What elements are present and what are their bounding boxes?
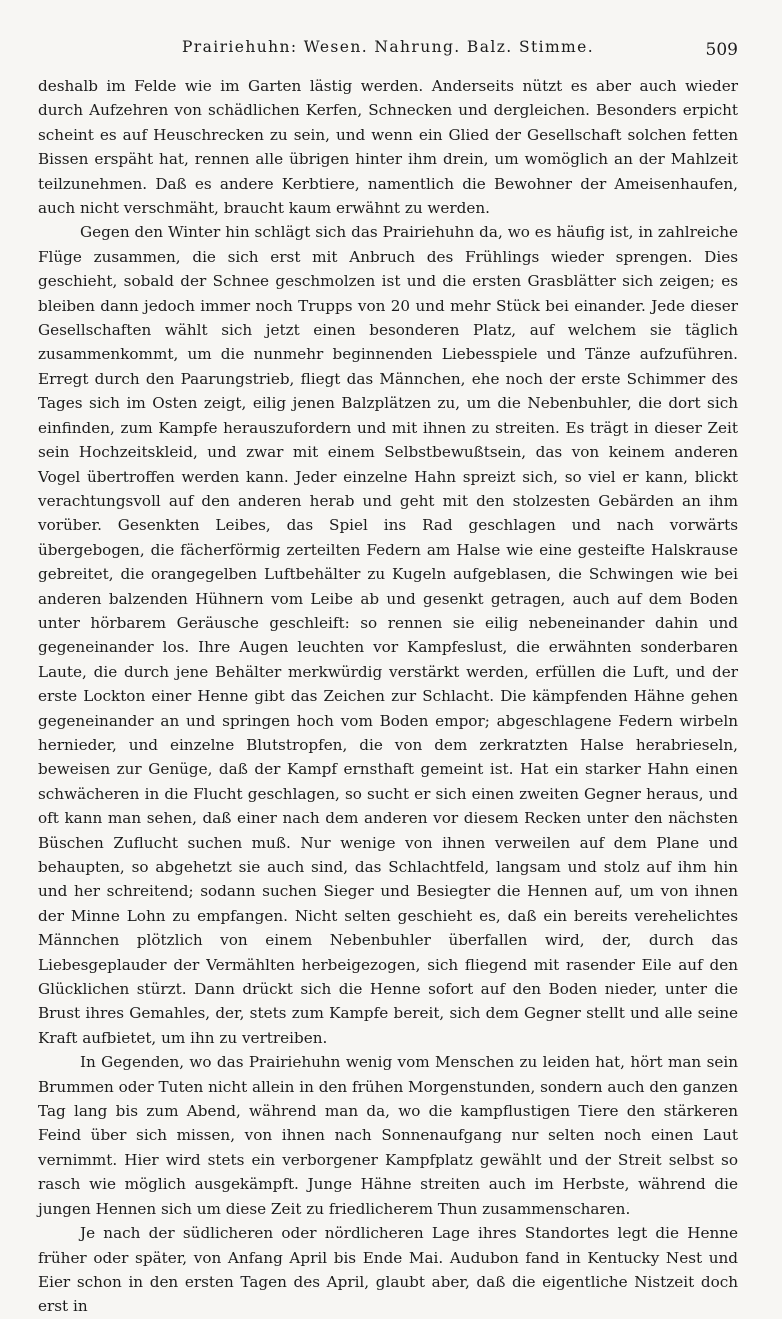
running-title: Prairiehuhn: Wesen. Nahrung. Balz. Stimme. (181, 38, 595, 56)
paragraph: Je nach der südlicheren oder nördlicheren Lage ihres Standortes legt die Henne früher oder später, von Anfang April bis Ende Mai. Audubon fand in Kentucky Nest und Eier schon in den ersten Tagen des April, glaubt aber, daß die eigentliche Nistzeit doch erst in (38, 1224, 738, 1316)
paragraph: Gegen den Winter hin schlägt sich das Prairiehuhn da, wo es häufig ist, in zahlreiche Flüge zusammen, die sich erst mit Anbruch des Frühlings wieder sprengen. Dies geschieht, sobald der Schnee geschmolzen ist und die ersten Grasblätter sich zeigen; es bleiben dann jedoch immer noch Trupps von 20 und mehr Stück bei einander. Jede dieser Gesellschaften wählt sich jetzt einen besonderen Platz, auf welchem sie täglich zusammenkommt, um die nunmehr beginnenden Liebesspiele und Tänze aufzuführen. Erregt durch den Paarungstrieb, fliegt das Männchen, ehe noch der erste Schimmer des Tages sich im Osten zeigt, eilig jenen Balzplätzen zu, um die Nebenbuhler, die dort sich einfinden, zum Kampfe herauszufordern und mit ihnen zu streiten. Es trägt in dieser Zeit sein Hochzeitskleid, und zwar mit einem Selbstbewußtsein, das von keinem anderen Vogel übertroffen werden kann. Jeder einzelne Hahn spreizt sich, so viel er kann, blickt verachtungsvoll auf den anderen herab und geht mit den stolzesten Gebärden an ihm vorüber. Gesenkten Leibes, das Spiel ins Rad geschlagen und nach vorwärts übergebogen, die fächerförmig zerteilten Federn am Halse wie eine gesteifte Halskrause gebreitet, die orangegelben Luftbehälter zu Kugeln aufgeblasen, die Schwingen wie bei anderen balzenden Hühnern vom Leibe ab und gesenkt getragen, auch auf dem Boden unter hörbarem Geräusche geschleift: so rennen sie eilig nebeneinander dahin und gegeneinander los. Ihre Augen leuchten vor Kampfeslust, die erwähnten sonderbaren Laute, die durch jene Behälter merkwürdig verstärkt werden, erfüllen die Luft, und der erste Lockton einer Henne gibt das Zeichen zur Schlacht. Die kämpfenden Hähne gehen gegeneinander an und springen hoch vom Boden empor; abgeschlagene Federn wirbeln hernieder, und einzelne Blutstropfen, die von dem zerkratzten Halse herabrieseln, beweisen zur Genüge, daß der Kampf ernsthaft gemeint ist. Hat ein starker Hahn einen schwächeren in die Flucht geschlagen, so sucht er sich einen zweiten Gegner heraus, und oft kann man sehen, daß einer nach dem anderen vor diesem Recken unter den nächsten Büschen Zuflucht suchen muß. Nur wenige von ihnen verweilen auf dem Plane und behaupten, so abgehetzt sie auch sind, das Schlachtfeld, langsam und stolz auf ihm hin und her schreitend; sodann suchen Sieger und Besiegter die Hennen auf, um von ihnen der Minne Lohn zu empfangen. Nicht selten geschieht es, daß ein bereits verehelichtes Männchen plötzlich von einem Nebenbuhler überfallen wird, der, durch das Liebesgeplauder der Vermählten herbeigezogen, sich fliegend mit rasender Eile auf den Glücklichen stürzt. Dann drückt sich die Henne sofort auf den Boden nieder, unter die Brust ihres Gemahles, der, stets zum Kampfe bereit, sich dem Gegner stellt und alle seine Kraft aufbietet, um ihn zu vertreiben. (38, 223, 738, 1047)
paragraph: deshalb im Felde wie im Garten lästig werden. Anderseits nützt es aber auch wieder durch Aufzehren von schädlichen Kerfen, Schnecken und dergleichen. Besonders erpicht scheint es auf Heuschrecken zu sein, und wenn ein Glied der Gesellschaft solchen fetten Bissen erspäht hat, rennen alle übrigen hinter ihm drein, um womöglich an der Mahlzeit teilzunehmen. Daß es andere Kerbtiere, namentlich die Bewohner der Ameisenhaufen, auch nicht verschmäht, braucht kaum erwähnt zu werden. (38, 77, 738, 218)
page-number: 509 (705, 40, 738, 60)
running-head (38, 38, 738, 68)
paragraph: In Gegenden, wo das Prairiehuhn wenig vom Menschen zu leiden hat, hört man sein Brummen oder Tuten nicht allein in den frühen Morgenstunden, sondern auch den ganzen Tag lang bis zum Abend, während man da, wo die kampflustigen Tiere den stärkeren Feind über sich missen, von ihnen nach Sonnenaufgang nur selten noch einen Laut vernimmt. Hier wird stets ein verborgener Kampfplatz gewählt und der Streit selbst so rasch wie möglich ausgekämpft. Junge Hähne streiten auch im Herbste, während die jungen Hennen sich um diese Zeit zu friedlicherem Thun zusammenscharen. (38, 1053, 739, 1218)
body-text (38, 74, 738, 1319)
